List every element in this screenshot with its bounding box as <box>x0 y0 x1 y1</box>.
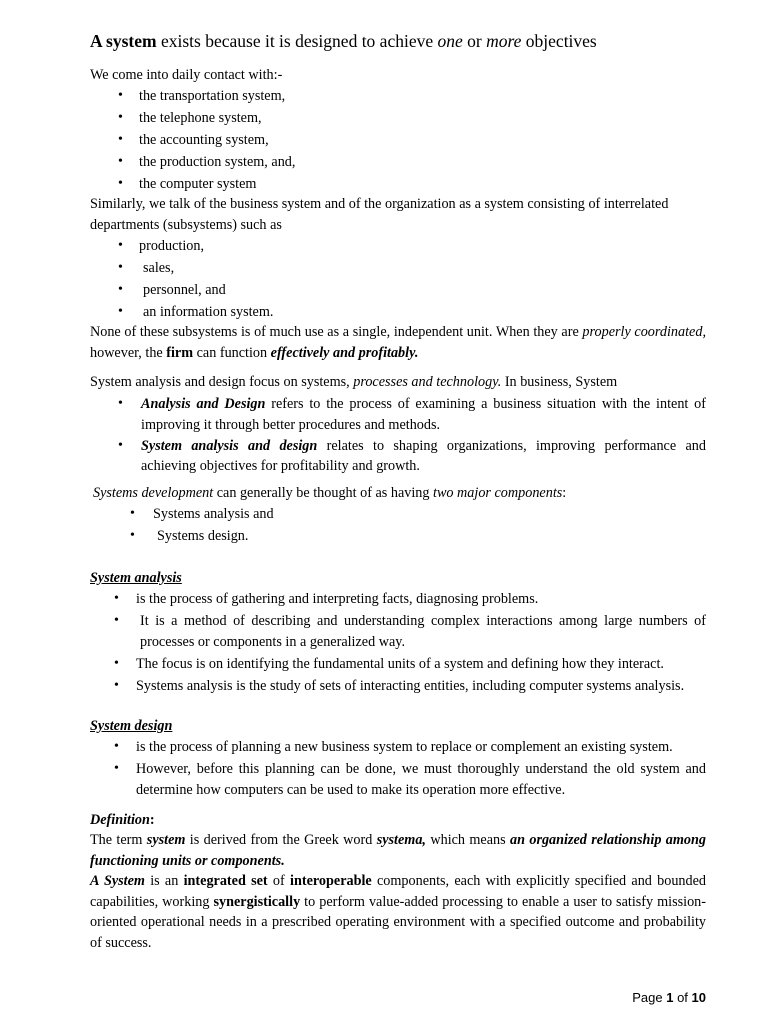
list-item <box>130 526 630 547</box>
sad-paragraph <box>90 372 706 393</box>
title-bold: A system <box>90 31 157 51</box>
list-item <box>118 258 718 279</box>
title-italic-more: more <box>486 31 522 51</box>
text-span: to perform value-added processing to enable a user to satisfy mission-oriented operational needs in a prescribed operating environment with a specified outcome and probability of success. <box>90 893 706 951</box>
system-design-list <box>114 737 706 800</box>
subsystems-list <box>118 236 718 323</box>
development-list <box>130 504 630 547</box>
text-span: is an <box>144 873 184 889</box>
list-item-text: Systems analysis and <box>153 506 274 522</box>
footer-page-word: Page <box>632 990 667 1005</box>
list-item-text: It is a method of describing and understanding complex interactions among large numbers of processes or components in a generalized way. <box>140 612 706 650</box>
bullet-icon: • <box>118 303 123 319</box>
list-item <box>114 676 706 697</box>
footer-total-pages: 10 <box>691 990 706 1005</box>
list-item <box>114 654 706 675</box>
bullet-icon: • <box>118 238 123 253</box>
bold-span: firm <box>166 344 194 361</box>
title-text: exists because it is designed to achieve <box>156 31 438 51</box>
title-italic-one: one <box>437 31 463 51</box>
list-item <box>114 589 706 610</box>
system-analysis-list <box>114 589 706 696</box>
similarly-paragraph: Similarly, we talk of the business system and of the organization as a system consisting of interrelated departments (subsystems) such as <box>90 196 669 233</box>
bold-span: synergistically <box>213 893 301 910</box>
intro-text: We come into daily contact with:- <box>90 67 283 83</box>
system-analysis-heading: System analysis <box>90 570 182 586</box>
list-item <box>118 130 718 151</box>
bold-italic-span: systema, <box>376 832 426 848</box>
list-item-text: refers to the process of examining a business situation with the intent of improving it through better procedures and methods. <box>141 396 707 433</box>
bullet-icon: • <box>114 591 119 606</box>
footer-page-number: 1 <box>666 990 674 1005</box>
list-item <box>114 759 706 800</box>
list-item <box>118 236 718 257</box>
list-item-text: the accounting system, <box>139 131 269 148</box>
list-item <box>118 174 718 195</box>
bullet-icon: • <box>114 677 119 693</box>
page-title <box>90 30 706 52</box>
list-item-text: is the process of planning a new business system to replace or complement an existing system. <box>136 739 673 755</box>
text-span: is derived from the Greek word <box>185 832 377 848</box>
bullet-icon: • <box>118 153 123 169</box>
sad-list <box>118 394 706 477</box>
coordination-paragraph <box>90 322 706 363</box>
list-item-text: personnel, and <box>143 281 226 298</box>
text-span: which means <box>425 832 510 848</box>
bullet-icon: • <box>118 175 123 191</box>
text-span: System analysis and design focus on systems, <box>90 374 354 390</box>
system-design-heading: System design <box>90 718 173 734</box>
list-item-text: the computer system <box>139 175 257 192</box>
list-item-text: However, before this planning can be done, we must thoroughly understand the old system and determine how computers can be used to make its operation more effective. <box>136 760 706 798</box>
bullet-icon: • <box>118 396 123 411</box>
list-item-text: sales, <box>143 259 175 276</box>
bullet-icon: • <box>118 437 123 453</box>
text-span: In business, System <box>501 374 618 390</box>
bullet-icon: • <box>114 612 119 628</box>
development-paragraph <box>93 483 709 504</box>
daily-systems-list <box>118 86 718 195</box>
list-item-text: the production system, and, <box>139 153 296 170</box>
list-item <box>118 394 706 435</box>
list-item-text: relates to shaping organizations, improving performance and achieving objectives for profitability and growth. <box>141 437 706 475</box>
text-span: components, each with explicitly specified and bounded capabilities, working <box>90 873 707 910</box>
bullet-icon: • <box>118 109 123 125</box>
list-item-text: production, <box>139 238 205 254</box>
text-span: can function <box>193 344 271 361</box>
bullet-icon: • <box>130 527 135 543</box>
text-span: The term <box>90 832 147 848</box>
list-item <box>118 436 706 477</box>
list-item-text: an information system. <box>143 303 274 320</box>
list-item <box>118 280 718 301</box>
definition-colon: : <box>149 812 155 828</box>
emphasis-span: processes and technology. <box>353 374 502 390</box>
footer-of-word: of <box>673 990 692 1005</box>
emphasis-span: properly coordinated, <box>582 324 706 340</box>
list-item <box>114 737 706 758</box>
list-item <box>118 302 718 323</box>
text-span: : <box>562 485 567 501</box>
bullet-icon: • <box>118 131 123 147</box>
bullet-icon: • <box>130 506 135 521</box>
bullet-icon: • <box>118 281 123 297</box>
bold-italic-span: effectively and profitably. <box>270 344 419 361</box>
list-item-text: is the process of gathering and interpreting facts, diagnosing problems. <box>136 591 539 607</box>
bullet-icon: • <box>114 739 119 754</box>
bold-span: interoperable <box>290 873 372 889</box>
text-span: can generally be thought of as having <box>213 485 434 501</box>
list-item <box>130 504 630 525</box>
list-item-text: Systems analysis is the study of sets of interacting entities, including computer systems analysis. <box>136 677 685 694</box>
title-text-or: or <box>462 31 487 51</box>
emphasis-span: two major components <box>433 485 563 501</box>
term-paragraph <box>90 830 706 871</box>
list-item-text: the transportation system, <box>139 88 286 104</box>
page-number-footer <box>632 988 706 1009</box>
bold-italic-span: an organized relationship among functioning units or components. <box>90 832 707 869</box>
list-item <box>118 108 718 129</box>
list-item <box>114 611 706 652</box>
title-text-end: objectives <box>521 31 597 51</box>
definition-heading <box>90 810 706 831</box>
bold-italic-span: system <box>146 832 186 848</box>
bullet-icon: • <box>118 259 123 275</box>
list-item-text: The focus is on identifying the fundamental units of a system and defining how they interact. <box>136 655 664 672</box>
bullet-icon: • <box>114 655 119 671</box>
text-span: None of these subsystems is of much use as a single, independent unit. When they are <box>90 324 583 340</box>
bold-italic-span: A System <box>90 873 145 889</box>
emphasis-span: Systems development <box>93 485 214 501</box>
term-span: System analysis and design <box>141 437 318 454</box>
text-span: of <box>267 873 291 889</box>
text-span: however, the <box>90 344 167 361</box>
bullet-icon: • <box>114 760 119 776</box>
list-item-text: the telephone system, <box>139 109 262 126</box>
list-item-text: Systems design. <box>157 527 249 544</box>
system-definition-paragraph <box>90 871 706 953</box>
term-span: Analysis and Design <box>141 396 266 412</box>
bullet-icon: • <box>118 88 123 103</box>
bold-span: integrated set <box>183 873 268 889</box>
definition-label: Definition <box>90 812 150 828</box>
list-item <box>118 152 718 173</box>
list-item <box>118 86 718 107</box>
